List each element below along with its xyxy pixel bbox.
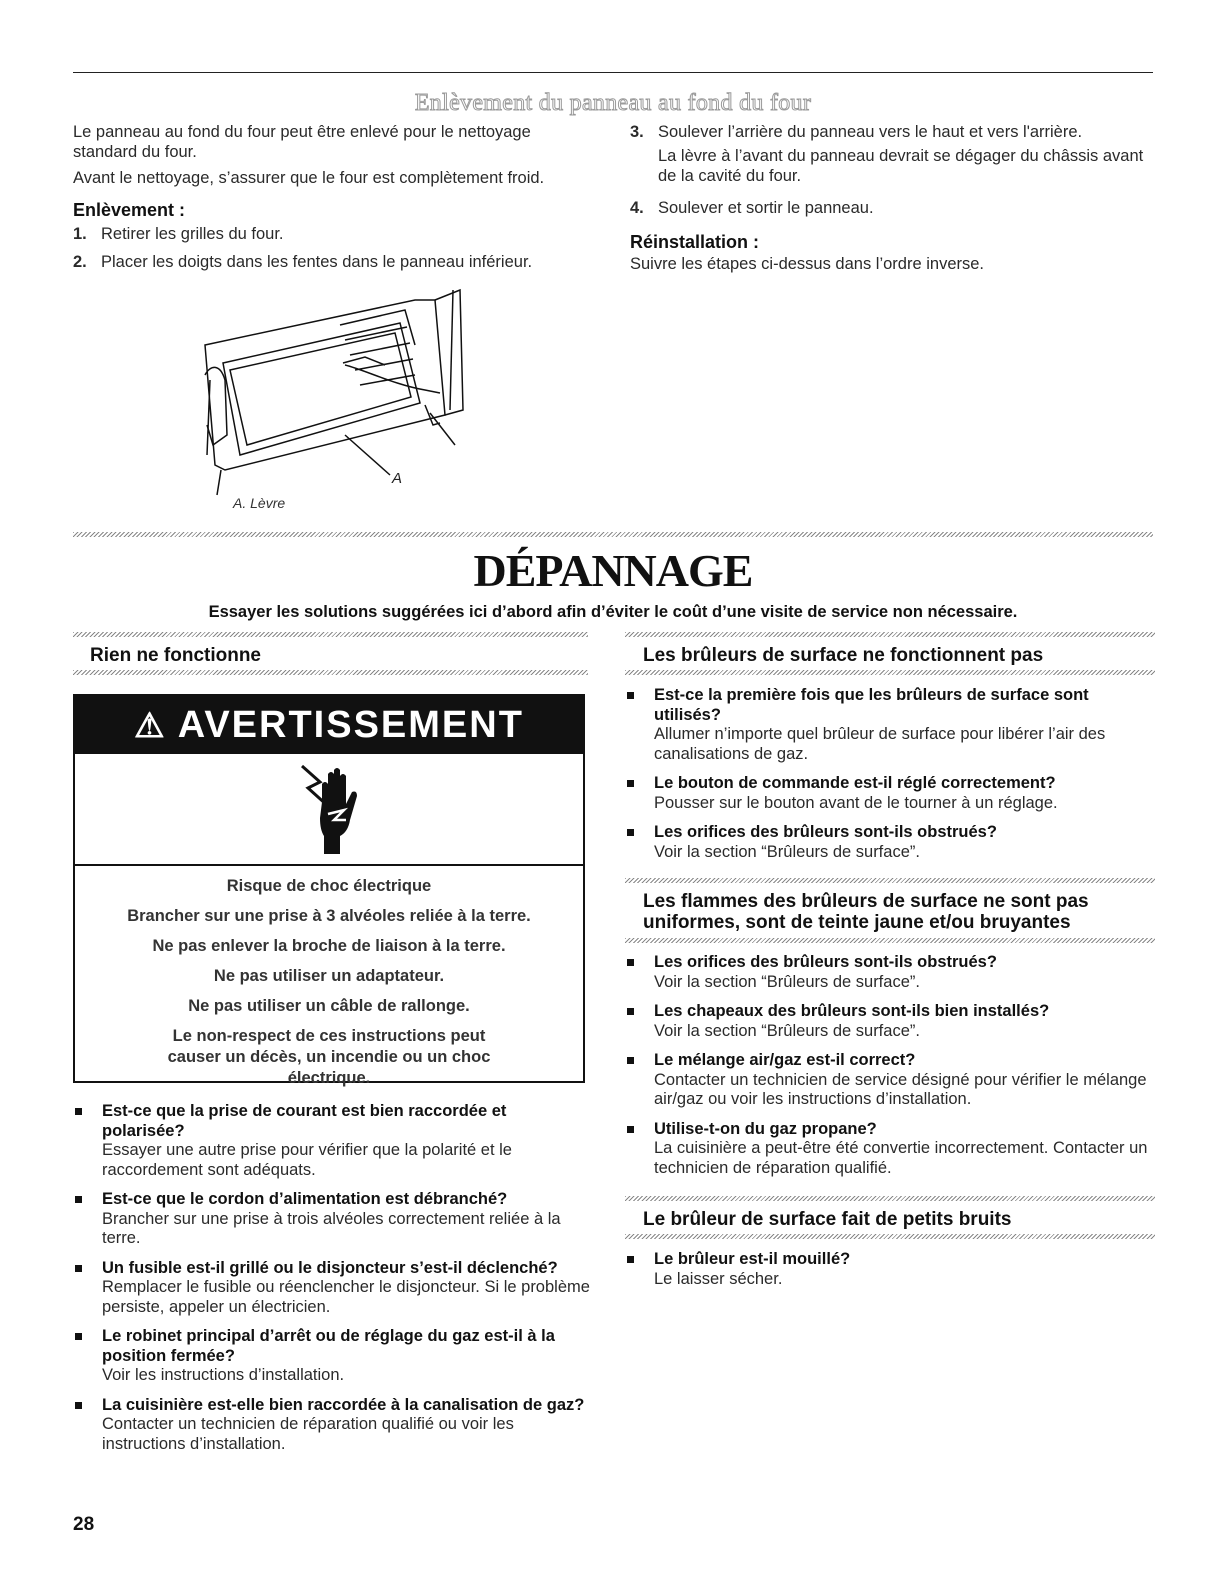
right-heading-2-bottom-rule: [625, 938, 1155, 943]
list-item: [73, 1190, 593, 1249]
left-heading-bottom-rule: [73, 670, 588, 675]
warning-line: Brancher sur une prise à 3 alvéoles reliée à la terre.: [127, 907, 531, 925]
question: Les chapeaux des brûleurs sont-ils bien installés?: [654, 1002, 1050, 1020]
top-rule: [73, 72, 1153, 73]
answer: Contacter un technicien de service désigné pour vérifier le mélange air/gaz ou voir les instructions d’installation.: [654, 1070, 1147, 1108]
warning-line: Ne pas utiliser un adaptateur.: [213, 967, 445, 985]
question: Les orifices des brûleurs sont-ils obstrués?: [654, 823, 997, 841]
question: Est-ce que le cordon d’alimentation est débranché?: [102, 1190, 508, 1208]
warning-line: Ne pas enlever la broche de liaison à la terre.: [152, 937, 506, 955]
list-item: [625, 953, 1155, 992]
question: Un fusible est-il grillé ou le disjoncteur s’est-il déclenché?: [102, 1258, 558, 1277]
intro-paragraph-1: Le panneau au fond du four peut être enlevé pour le nettoyage standard du four.: [73, 123, 531, 161]
oven-panel-illustration: [195, 285, 465, 500]
warning-triangle-icon: ⚠: [134, 707, 167, 745]
answer: Pousser sur le bouton avant de le tourner à un réglage.: [654, 793, 1058, 812]
list-item: [625, 1250, 1155, 1289]
list-item: [625, 1002, 1155, 1041]
answer: Contacter un technicien de réparation qualifié ou voir les instructions d’installation.: [102, 1415, 514, 1453]
question: Les orifices des brûleurs sont-ils obstrués?: [654, 953, 997, 971]
answer: Voir la section “Brûleurs de surface”.: [654, 842, 920, 861]
figure-label-a: A: [392, 470, 403, 487]
answer: Voir la section “Brûleurs de surface”.: [654, 972, 920, 991]
warning-header: [75, 696, 583, 754]
right-heading-1: Les brûleurs de surface ne fonctionnent pas: [643, 645, 1044, 666]
right-list-2: [625, 953, 1155, 1188]
right-heading-3-bottom-rule: [625, 1234, 1155, 1239]
step-text: Soulever l’arrière du panneau vers le haut et vers l'arrière.: [658, 123, 1083, 141]
answer: Remplacer le fusible ou réenclencher le disjoncteur. Si le problème persiste, appeler un électricien.: [102, 1278, 590, 1316]
step-number: 4.: [630, 199, 644, 217]
question: La cuisinière est-elle bien raccordée à la canalisation de gaz?: [102, 1395, 585, 1414]
warning-line: Risque de choc électrique: [226, 877, 432, 895]
warning-text: [75, 876, 583, 1098]
list-item: [625, 823, 1155, 862]
list-item: [625, 774, 1155, 813]
answer: Allumer n’importe quel brûleur de surface pour libérer l’air des canalisations de gaz.: [654, 725, 1106, 763]
list-item: [73, 1327, 593, 1386]
section-separator: [73, 532, 1153, 537]
answer: Essayer une autre prise pour vérifier que la polarité et le raccordement sont adéquats.: [102, 1141, 512, 1179]
right-list-3: [625, 1250, 1155, 1299]
right-heading-3-top-rule: [625, 1196, 1155, 1201]
warning-line: Le non-respect de ces instructions peut causer un décès, un incendie ou un choc électrique.: [167, 1027, 491, 1087]
question: Le bouton de commande est-il réglé correctement?: [654, 774, 1056, 792]
list-item: [625, 686, 1155, 764]
top-left-column: [73, 122, 593, 280]
step-1: [73, 224, 593, 244]
list-item: [73, 1102, 593, 1180]
step-number: 3.: [630, 123, 644, 141]
right-heading-2-top-rule: [625, 878, 1155, 883]
reinstall-text: Suivre les étapes ci-dessus dans l’ordre inverse.: [630, 255, 985, 273]
reinstall-heading: Réinstallation :: [630, 232, 760, 252]
intro-paragraph-2: Avant le nettoyage, s’assurer que le four est complètement froid.: [73, 169, 545, 187]
question: Est-ce la première fois que les brûleurs de surface sont utilisés?: [654, 686, 1089, 724]
answer: Brancher sur une prise à trois alvéoles correctement reliée à la terre.: [102, 1209, 561, 1247]
figure-caption: A. Lèvre: [233, 495, 286, 511]
warning-divider: [75, 864, 583, 866]
depannage-title: DÉPANNAGE: [473, 545, 753, 596]
step-text: Soulever et sortir le panneau.: [658, 199, 874, 217]
question: Le brûleur est-il mouillé?: [654, 1250, 851, 1268]
question: Le robinet principal d’arrêt ou de réglage du gaz est-il à la position fermée?: [102, 1327, 555, 1365]
electric-shock-hand-icon: [300, 762, 370, 858]
answer: Voir les instructions d’installation.: [102, 1366, 345, 1384]
question: Utilise-t-on du gaz propane?: [654, 1119, 877, 1138]
left-heading-top-rule: [73, 632, 588, 637]
step-text: Retirer les grilles du four.: [101, 225, 284, 243]
step-4: [630, 198, 1155, 218]
left-heading: Rien ne fonctionne: [90, 645, 261, 666]
depannage-subtitle: Essayer les solutions suggérées ici d’abord afin d’éviter le coût d’une visite de service non nécessaire.: [208, 603, 1018, 621]
question: Est-ce que la prise de courant est bien raccordée et polarisée?: [102, 1102, 507, 1140]
answer: Le laisser sécher.: [654, 1269, 783, 1288]
right-heading-3: Le brûleur de surface fait de petits bruits: [643, 1209, 1012, 1230]
right-heading-1-top-rule: [625, 632, 1155, 637]
step-3: [630, 122, 1155, 142]
right-list-1: [625, 686, 1155, 872]
left-troubleshooting-list: [73, 1102, 593, 1464]
section-title-panel-removal: Enlèvement du panneau au fond du four: [414, 90, 812, 116]
removal-heading: Enlèvement :: [73, 200, 186, 220]
list-item: [73, 1259, 593, 1318]
right-heading-2: Les flammes des brûleurs de surface ne sont pas uniformes, sont de teinte jaune et/ou bruyantes: [643, 891, 1089, 933]
question: Le mélange air/gaz est-il correct?: [654, 1051, 916, 1069]
step-number: 2.: [73, 253, 87, 271]
warning-line: Ne pas utiliser un câble de rallonge.: [188, 997, 470, 1015]
step-text: Placer les doigts dans les fentes dans le panneau inférieur.: [101, 253, 533, 271]
step-3-note: La lèvre à l’avant du panneau devrait se dégager du châssis avant de la cavité du four.: [658, 147, 1144, 185]
list-item: [73, 1396, 593, 1455]
page-number: 28: [73, 1514, 95, 1535]
warning-box: [73, 694, 585, 1087]
list-item: [625, 1120, 1155, 1179]
answer: La cuisinière a peut-être été convertie incorrectement. Contacter un technicien de réparation qualifié.: [654, 1139, 1148, 1177]
step-number: 1.: [73, 225, 87, 243]
warning-title: AVERTISSEMENT: [177, 704, 524, 746]
right-heading-1-bottom-rule: [625, 670, 1155, 675]
answer: Voir la section “Brûleurs de surface”.: [654, 1021, 920, 1040]
top-right-column: [630, 122, 1155, 274]
list-item: [625, 1051, 1155, 1110]
step-2: [73, 252, 593, 272]
